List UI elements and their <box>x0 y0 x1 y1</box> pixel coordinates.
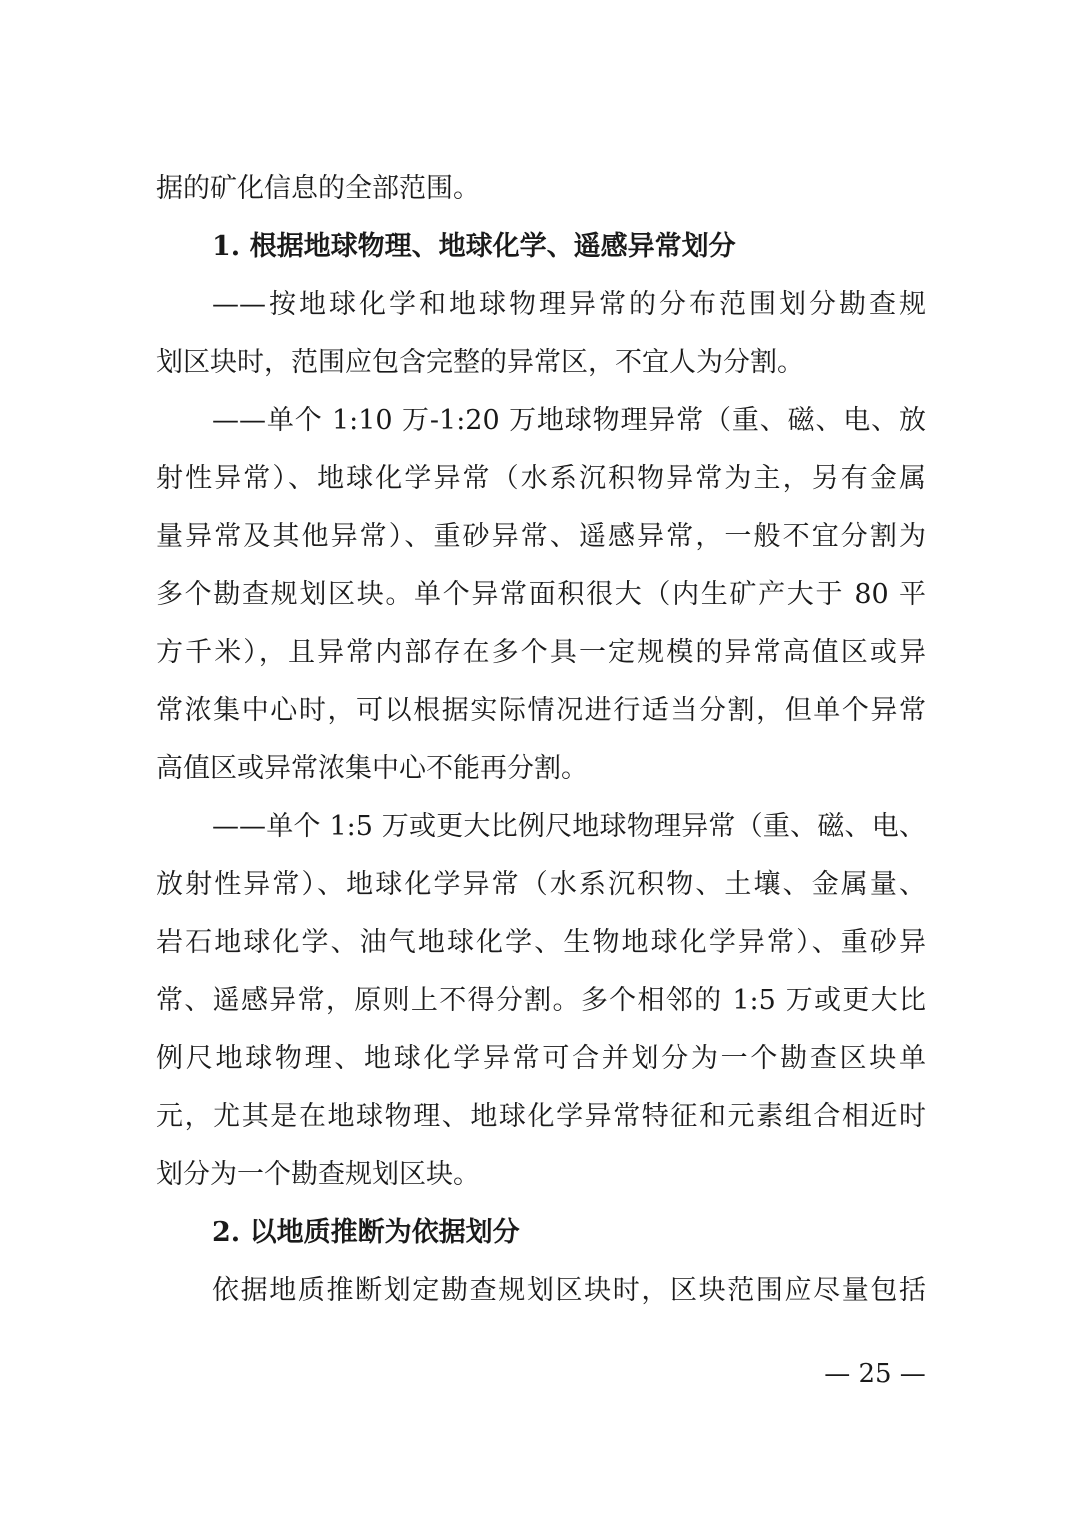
text-line-18: 划分为一个勘查规划区块。 <box>156 1159 480 1190</box>
text-line-20: 依据地质推断划定勘查规划区块时，区块范围应尽量包括 <box>212 1275 926 1306</box>
text-line-12: ——单个 1:5 万或更大比例尺地球物理异常（重、磁、电、 <box>212 811 926 842</box>
text-line-17: 元，尤其是在地球物理、地球化学异常特征和元素组合相近时 <box>156 1101 926 1132</box>
page-number: — 25 — <box>824 1359 926 1389</box>
section-heading-2: 2. 以地质推断为依据划分 <box>212 1217 520 1248</box>
text-line-13: 放射性异常）、地球化学异常（水系沉积物、土壤、金属量、 <box>156 869 926 900</box>
text-line-3: ——按地球化学和地球物理异常的分布范围划分勘查规 <box>212 289 926 320</box>
text-line-15: 常、遥感异常，原则上不得分割。多个相邻的 1:5 万或更大比 <box>156 985 926 1016</box>
text-line-1: 据的矿化信息的全部范围。 <box>156 173 480 204</box>
text-line-7: 量异常及其他异常）、重砂异常、遥感异常，一般不宜分割为 <box>156 521 926 552</box>
text-line-6: 射性异常）、地球化学异常（水系沉积物异常为主，另有金属 <box>156 463 926 494</box>
text-line-16: 例尺地球物理、地球化学异常可合并划分为一个勘查区块单 <box>156 1043 926 1074</box>
section-heading-1: 1. 根据地球物理、地球化学、遥感异常划分 <box>212 231 736 262</box>
text-line-10: 常浓集中心时，可以根据实际情况进行适当分割，但单个异常 <box>156 695 926 726</box>
text-line-11: 高值区或异常浓集中心不能再分割。 <box>156 753 588 784</box>
text-line-8: 多个勘查规划区块。单个异常面积很大（内生矿产大于 80 平 <box>156 579 926 610</box>
text-line-9: 方千米），且异常内部存在多个具一定规模的异常高值区或异 <box>156 637 926 668</box>
text-line-14: 岩石地球化学、油气地球化学、生物地球化学异常）、重砂异 <box>156 927 926 958</box>
text-line-5: ——单个 1:10 万-1:20 万地球物理异常（重、磁、电、放 <box>212 405 926 436</box>
text-line-4: 划区块时，范围应包含完整的异常区，不宜人为分割。 <box>156 347 804 378</box>
